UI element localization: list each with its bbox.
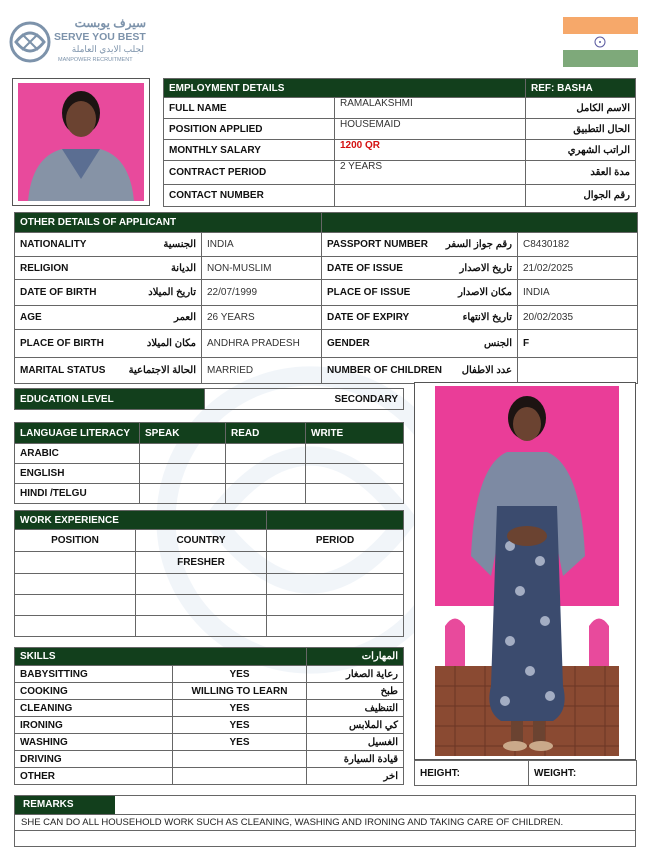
date-of-issue-value: 21/02/2025 <box>518 257 638 280</box>
skill-ironing-arabic: كي الملابس <box>307 717 404 734</box>
education-level-value: SECONDARY <box>205 389 404 410</box>
remarks-section <box>14 795 636 847</box>
skill-cleaning-arabic: التنظيف <box>307 700 404 717</box>
other-details-header: OTHER DETAILS OF APPLICANT <box>15 213 322 233</box>
number-of-children-value <box>518 358 638 384</box>
passport-number-arabic: رقم جواز السفر <box>430 233 518 257</box>
skills-header-arabic: المهارات <box>307 648 404 666</box>
work-row-position <box>15 552 136 574</box>
date-of-birth-value: 22/07/1999 <box>202 280 322 306</box>
position-applied-value: HOUSEMAID <box>335 119 526 140</box>
logo-arabic: سيرف يوبست <box>74 16 146 30</box>
period-column: PERIOD <box>267 530 404 552</box>
gender-arabic: الجنس <box>430 330 518 358</box>
contract-period-label: CONTRACT PERIOD <box>164 161 335 185</box>
place-of-issue-label: PLACE OF ISSUE <box>322 280 430 306</box>
company-logo <box>8 16 148 70</box>
marital-status-arabic: الحالة الاجتماعية <box>114 358 202 384</box>
weight-label: WEIGHT: <box>529 761 637 786</box>
person-figure <box>18 83 144 201</box>
applicant-photo-full <box>414 382 636 760</box>
full-name-label: FULL NAME <box>164 98 335 119</box>
hindi-write <box>306 484 404 504</box>
skills-table <box>14 647 404 785</box>
table-row <box>136 574 267 595</box>
language-english: ENGLISH <box>15 464 140 484</box>
contact-number-label: CONTACT NUMBER <box>164 185 335 207</box>
language-arabic: ARABIC <box>15 444 140 464</box>
speak-header: SPEAK <box>140 423 226 444</box>
date-of-expiry-value: 20/02/2035 <box>518 306 638 330</box>
skill-cleaning-value: YES <box>173 700 307 717</box>
marital-status-label: MARITAL STATUS <box>15 358 114 384</box>
gender-value: F <box>518 330 638 358</box>
skills-header: SKILLS <box>15 648 307 666</box>
skill-other-arabic: اخر <box>307 768 404 785</box>
english-speak <box>140 464 226 484</box>
work-experience-header: WORK EXPERIENCE <box>15 511 267 530</box>
place-of-birth-arabic: مكان الميلاد <box>114 330 202 358</box>
work-experience-table <box>14 510 404 637</box>
skill-other-value <box>173 768 307 785</box>
skill-cleaning-label: CLEANING <box>15 700 173 717</box>
place-of-issue-value: INDIA <box>518 280 638 306</box>
skill-washing-label: WASHING <box>15 734 173 751</box>
skill-other-label: OTHER <box>15 768 173 785</box>
applicant-photo-small <box>12 78 150 206</box>
number-of-children-label: NUMBER OF CHILDREN <box>322 358 430 384</box>
monthly-salary-arabic: الراتب الشهري <box>526 140 636 161</box>
language-literacy-table <box>14 422 404 504</box>
contract-period-value: 2 YEARS <box>335 161 526 185</box>
logo-arabic-sub: لجلب الايدي العاملة <box>71 44 144 54</box>
work-experience-header-blank <box>267 511 404 530</box>
nationality-label: NATIONALITY <box>15 233 114 257</box>
skill-babysitting-label: BABYSITTING <box>15 666 173 683</box>
logo-emblem-icon <box>8 20 52 64</box>
place-of-birth-label: PLACE OF BIRTH <box>15 330 114 358</box>
other-details-table <box>14 212 638 384</box>
skill-babysitting-arabic: رعاية الصغار <box>307 666 404 683</box>
read-header: READ <box>226 423 306 444</box>
work-row-country: FRESHER <box>136 552 267 574</box>
skill-cooking-value: WILLING TO LEARN <box>173 683 307 700</box>
table-row <box>267 595 404 616</box>
passport-number-value: C8430182 <box>518 233 638 257</box>
reference: REF: BASHA <box>526 79 636 98</box>
monthly-salary-value: 1200 QR <box>335 140 526 161</box>
contact-number-arabic: رقم الجوال <box>526 185 636 207</box>
table-row <box>136 616 267 637</box>
education-level-table <box>14 388 404 410</box>
place-of-issue-arabic: مكان الاصدار <box>430 280 518 306</box>
date-of-issue-label: DATE OF ISSUE <box>322 257 430 280</box>
table-row <box>15 574 136 595</box>
arabic-write <box>306 444 404 464</box>
skill-driving-arabic: قيادة السيارة <box>307 751 404 768</box>
skill-washing-value: YES <box>173 734 307 751</box>
skill-driving-value <box>173 751 307 768</box>
table-row <box>267 574 404 595</box>
language-hindi-telgu: HINDI /TELGU <box>15 484 140 504</box>
religion-value: NON-MUSLIM <box>202 257 322 280</box>
english-read <box>226 464 306 484</box>
contract-period-arabic: مدة العقد <box>526 161 636 185</box>
arabic-speak <box>140 444 226 464</box>
date-of-expiry-arabic: تاريخ الانتهاء <box>430 306 518 330</box>
table-row <box>136 595 267 616</box>
height-label: HEIGHT: <box>415 761 529 786</box>
skill-washing-arabic: الغسيل <box>307 734 404 751</box>
remarks-text: SHE CAN DO ALL HOUSEHOLD WORK SUCH AS CLEANING, WASHING AND IRONING AND TAKING CARE OF CHILDREN. <box>21 817 564 828</box>
position-column: POSITION <box>15 530 136 552</box>
logo-brand: SERVE YOU BEST <box>54 31 146 43</box>
gender-label: GENDER <box>322 330 430 358</box>
work-row-period <box>267 552 404 574</box>
other-details-header-blank <box>322 213 638 233</box>
skill-ironing-label: IRONING <box>15 717 173 734</box>
remarks-header: REMARKS <box>15 796 115 814</box>
hindi-read <box>226 484 306 504</box>
logo-tagline: MANPOWER RECRUITMENT <box>58 57 133 63</box>
write-header: WRITE <box>306 423 404 444</box>
skill-cooking-label: COOKING <box>15 683 173 700</box>
place-of-birth-value: ANDHRA PRADESH <box>202 330 322 358</box>
date-of-expiry-label: DATE OF EXPIRY <box>322 306 430 330</box>
date-of-birth-label: DATE OF BIRTH <box>15 280 114 306</box>
height-weight-table <box>414 760 637 786</box>
date-of-issue-arabic: تاريخ الاصدار <box>430 257 518 280</box>
skill-babysitting-value: YES <box>173 666 307 683</box>
full-name-arabic: الاسم الكامل <box>526 98 636 119</box>
table-row <box>15 616 136 637</box>
employment-details-table <box>163 78 636 207</box>
number-of-children-arabic: عدد الاطفال <box>430 358 518 384</box>
marital-status-value: MARRIED <box>202 358 322 384</box>
employment-header: EMPLOYMENT DETAILS <box>164 79 526 98</box>
table-row <box>15 595 136 616</box>
skill-cooking-arabic: طبخ <box>307 683 404 700</box>
nationality-value: INDIA <box>202 233 322 257</box>
english-write <box>306 464 404 484</box>
age-value: 26 YEARS <box>202 306 322 330</box>
hindi-speak <box>140 484 226 504</box>
religion-label: RELIGION <box>15 257 114 280</box>
arabic-read <box>226 444 306 464</box>
country-column: COUNTRY <box>136 530 267 552</box>
nationality-arabic: الجنسية <box>114 233 202 257</box>
religion-arabic: الديانة <box>114 257 202 280</box>
skill-ironing-value: YES <box>173 717 307 734</box>
table-row <box>267 616 404 637</box>
age-label: AGE <box>15 306 114 330</box>
monthly-salary-label: MONTHLY SALARY <box>164 140 335 161</box>
india-flag-icon <box>563 17 638 67</box>
date-of-birth-arabic: تاريخ الميلاد <box>114 280 202 306</box>
position-applied-arabic: الحال التطبيق <box>526 119 636 140</box>
education-level-label: EDUCATION LEVEL <box>15 389 205 410</box>
age-arabic: العمر <box>114 306 202 330</box>
person-full-figure <box>435 386 619 756</box>
skill-driving-label: DRIVING <box>15 751 173 768</box>
language-literacy-header: LANGUAGE LITERACY <box>15 423 140 444</box>
contact-number-value <box>335 185 526 207</box>
position-applied-label: POSITION APPLIED <box>164 119 335 140</box>
full-name-value: RAMALAKSHMI <box>335 98 526 119</box>
passport-number-label: PASSPORT NUMBER <box>322 233 430 257</box>
